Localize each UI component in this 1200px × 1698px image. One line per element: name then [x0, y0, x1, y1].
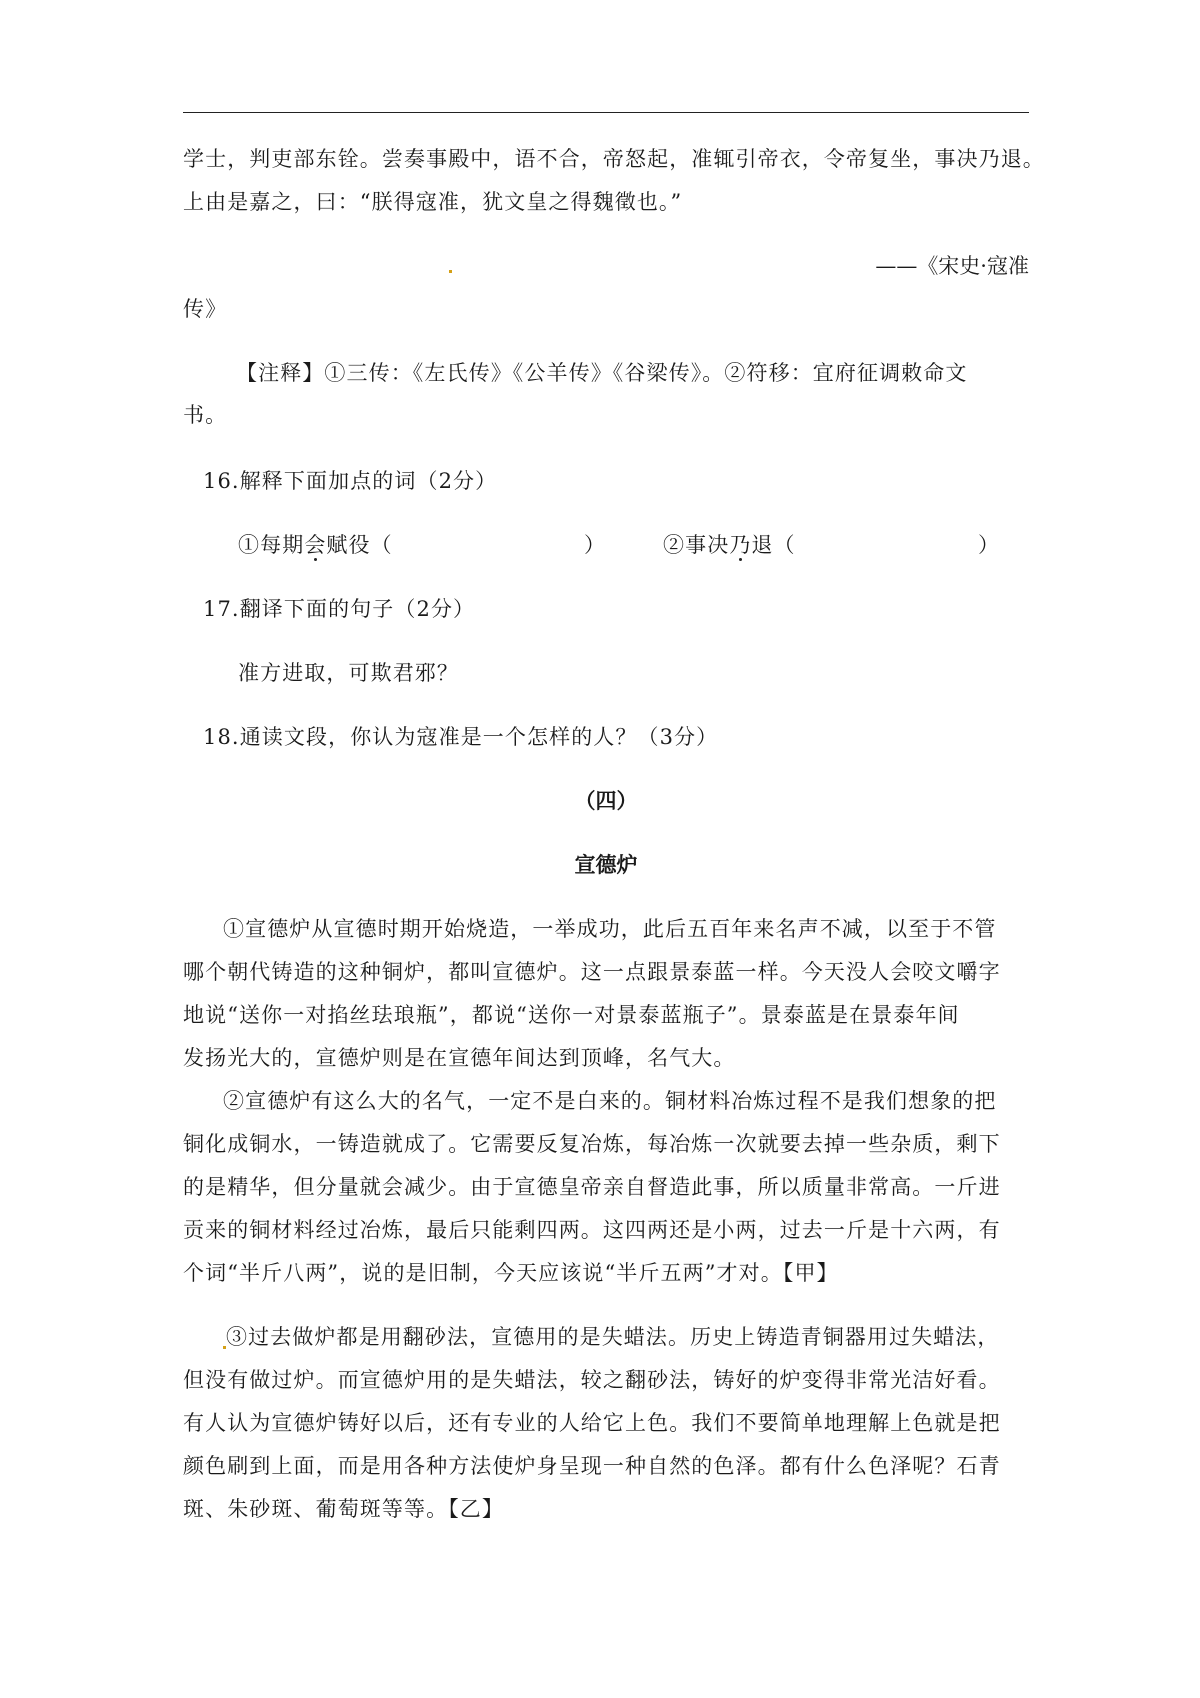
p1-line-3: 地说“送你一对掐丝珐琅瓶”，都说“送你一对景泰蓝瓶子”。景泰蓝是在景泰年间	[183, 1003, 960, 1027]
p3-line-5: 斑、朱砂斑、葡萄斑等等。【乙】	[183, 1497, 504, 1521]
q16-item2-close-paren: ）	[978, 533, 1001, 557]
q16-item2-suffix: 退（	[751, 533, 796, 557]
question-17-sentence: 准方进取，可欺君邪？	[238, 661, 459, 685]
stray-mark	[449, 270, 452, 273]
passage-line-2: 上由是嘉之，曰：“朕得寇准，犹文皇之得魏徵也。”	[183, 190, 683, 214]
p3-line-2: 但没有做过炉。而宣德炉用的是失蜡法，较之翻砂法，铸好的炉变得非常光洁好看。	[183, 1368, 1001, 1392]
p2-line-4: 贡来的铜材料经过冶炼，最后只能剩四两。这四两还是小两，过去一斤是十六两，有	[183, 1218, 1001, 1242]
q16-item1-emphasized-word: 会	[304, 533, 327, 557]
annotation-line-2: 书。	[183, 403, 228, 427]
question-18: 18.通读文段，你认为寇准是一个怎样的人？（3分）	[203, 725, 719, 749]
p2-line-5: 个词“半斤八两”，说的是旧制，今天应该说“半斤五两”才对。【甲】	[183, 1261, 839, 1285]
q16-item1-close-paren: ）	[584, 533, 607, 557]
q16-item1-suffix: 赋役（	[326, 533, 393, 557]
source-citation: ——《宋史·寇准	[875, 254, 1029, 278]
p3-line-4: 颜色刷到上面，而是用各种方法使炉身呈现一种自然的色泽。都有什么色泽呢？石青	[183, 1454, 1001, 1478]
q16-item1-prefix: ①每期	[238, 533, 305, 557]
p2-line-2: 铜化成铜水，一铸造就成了。它需要反复冶炼，每冶炼一次就要去掉一些杂质，剩下	[183, 1132, 1001, 1156]
passage-line-1: 学士，判吏部东铨。尝奏事殿中，语不合，帝怒起，准辄引帝衣，令帝复坐，事决乃退。	[183, 147, 1045, 171]
source-citation-end: 传》	[183, 297, 228, 321]
question-17: 17.翻译下面的句子（2分）	[203, 597, 476, 621]
p1-line-4: 发扬光大的，宣德炉则是在宣德年间达到顶峰，名气大。	[183, 1046, 736, 1070]
q16-item2-prefix: ②事决	[663, 533, 730, 557]
p3-line-1: ③过去做炉都是用翻砂法，宣德用的是失蜡法。历史上铸造青铜器用过失蜡法，	[226, 1325, 1000, 1349]
annotation-line-1: 【注释】①三传：《左氏传》《公羊传》《谷梁传》。②符移：宜府征调敕命文	[236, 361, 968, 385]
section-heading: （四）	[574, 789, 638, 813]
question-16-item-2	[663, 530, 796, 560]
question-16: 16.解释下面加点的词（2分）	[203, 469, 498, 493]
q16-item2-emphasized-word: 乃	[729, 533, 752, 557]
header-rule	[183, 112, 1029, 113]
p2-line-1: ②宣德炉有这么大的名气，一定不是白来的。铜材料冶炼过程不是我们想象的把	[223, 1089, 997, 1113]
question-16-item-1	[238, 530, 393, 560]
p3-line-3: 有人认为宣德炉铸好以后，还有专业的人给它上色。我们不要简单地理解上色就是把	[183, 1411, 1001, 1435]
p1-line-2: 哪个朝代铸造的这种铜炉，都叫宣德炉。这一点跟景泰蓝一样。今天没人会咬文嚼字	[183, 960, 1001, 984]
p1-line-1: ①宣德炉从宣德时期开始烧造，一举成功，此后五百年来名声不减，以至于不管	[223, 917, 997, 941]
p2-line-3: 的是精华，但分量就会减少。由于宣德皇帝亲自督造此事，所以质量非常高。一斤进	[183, 1175, 1001, 1199]
article-title: 宣德炉	[574, 853, 638, 877]
